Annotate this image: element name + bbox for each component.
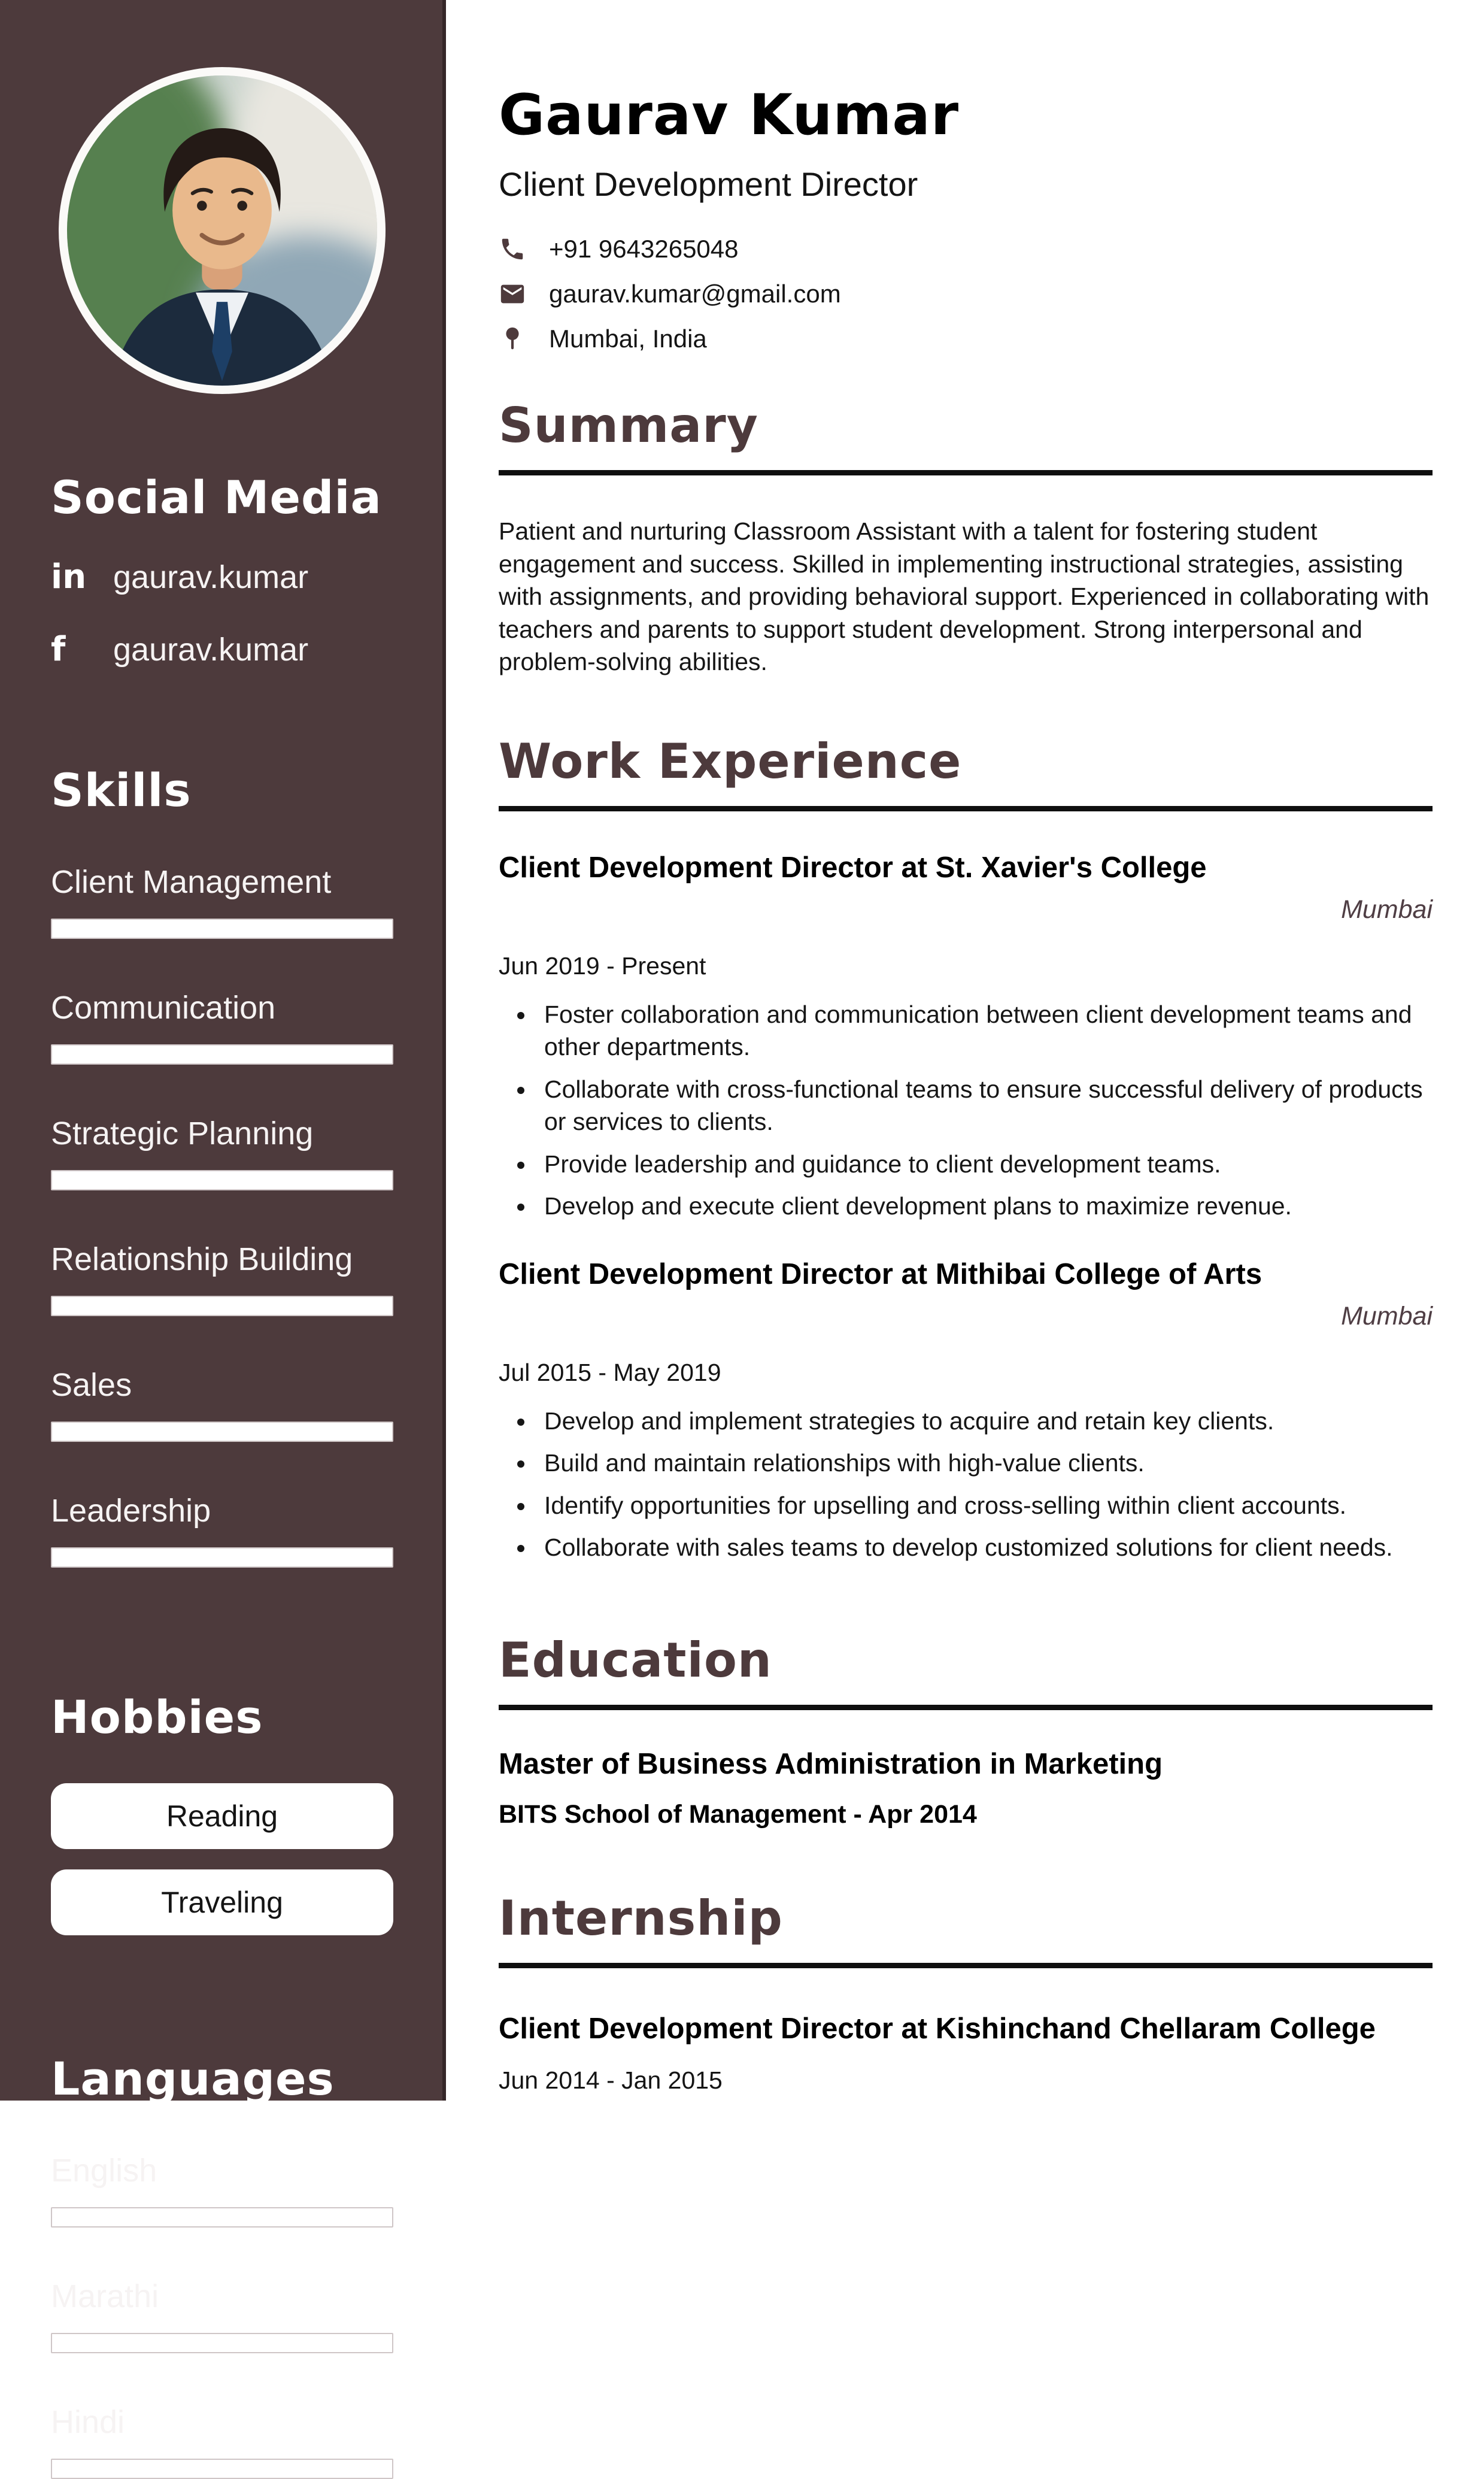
hobby-pill: Traveling (51, 1869, 393, 1935)
job-bullet: • Identify opportunities for upselling and cross-selling within client accounts. (536, 1489, 1433, 1522)
job-bullet-list (499, 998, 1433, 1223)
language-label: Hindi (51, 2404, 125, 2440)
skill-item (51, 1241, 393, 1316)
job-entry (499, 851, 1433, 1223)
person-job-title: Client Development Director (499, 165, 918, 203)
hobbies-heading: Hobbies (51, 1690, 263, 1744)
hobby-pill: Reading (51, 1783, 393, 1849)
profile-photo (59, 67, 386, 394)
person-name: Gaurav Kumar (499, 83, 960, 148)
summary-heading: Summary (499, 398, 758, 453)
language-bar (51, 2207, 393, 2228)
skill-bar (51, 1044, 393, 1065)
email-value: gaurav.kumar@gmail.com (549, 280, 841, 308)
skill-item (51, 1115, 393, 1190)
location-icon (499, 325, 526, 353)
skill-label: Communication (51, 990, 276, 1026)
job-bullet: • Provide leadership and guidance to client development teams. (536, 1148, 1433, 1181)
section-divider (499, 806, 1433, 811)
education-degree: Master of Business Administration in Marketing (499, 1747, 1163, 1780)
language-bar (51, 2459, 393, 2479)
job-title: Client Development Director at St. Xavier's College (499, 851, 1207, 884)
education-section (499, 1632, 1433, 1829)
skill-bar (51, 1170, 393, 1190)
language-label: Marathi (51, 2278, 159, 2314)
job-location: Mumbai (1341, 1301, 1433, 1331)
job-bullet: • Develop and execute client development plans to maximize revenue. (536, 1190, 1433, 1223)
skill-item (51, 1492, 393, 1568)
skill-bar (51, 1296, 393, 1316)
job-entry (499, 1257, 1433, 1564)
internship-heading: Internship (499, 1890, 783, 1946)
summary-section (499, 398, 1433, 678)
job-title: Client Development Director at Mithibai College of Arts (499, 1257, 1263, 1290)
social-media-heading: Social Media (51, 471, 382, 524)
location-row (499, 325, 1433, 353)
skill-bar (51, 919, 393, 939)
internship-section (499, 1890, 1433, 2095)
work-experience-heading: Work Experience (499, 733, 962, 789)
section-divider (499, 1705, 1433, 1710)
contact-list (499, 235, 1433, 353)
linkedin-handle: gaurav.kumar (113, 559, 309, 595)
job-bullet: • Foster collaboration and communication between client development teams and other departments. (536, 998, 1433, 1063)
languages-section (51, 2052, 393, 2479)
summary-text: Patient and nurturing Classroom Assistant with a talent for fostering student engagement and success. Skilled in implementing instructional strategies, assisting with assignments, and providing behavioral support. Experienced in collaborating with teachers and parents to support student development. Strong interpersonal and problem-solving abilities. (499, 517, 1430, 676)
section-divider (499, 1963, 1433, 1968)
work-experience-section (499, 734, 1433, 1564)
skill-label: Relationship Building (51, 1241, 353, 1277)
main-content (446, 0, 1484, 2101)
skills-heading: Skills (51, 763, 192, 817)
skill-label: Client Management (51, 864, 332, 900)
job-location: Mumbai (1341, 895, 1433, 924)
social-linkedin-row (51, 557, 393, 596)
phone-row (499, 235, 1433, 263)
language-item (51, 2404, 393, 2479)
sidebar (0, 0, 446, 2440)
linkedin-icon: in (51, 557, 87, 596)
job-dates: Jul 2015 - May 2019 (499, 1358, 721, 1386)
skill-bar (51, 1547, 393, 1568)
internship-title: Client Development Director at Kishinchand Chellaram College (499, 2012, 1376, 2045)
language-item (51, 2278, 393, 2353)
skills-section (51, 763, 393, 1568)
facebook-icon: f (51, 630, 66, 669)
social-facebook-row (51, 630, 393, 669)
language-item (51, 2152, 393, 2228)
skill-item (51, 863, 393, 939)
email-row (499, 280, 1433, 308)
job-bullet: • Develop and implement strategies to acquire and retain key clients. (536, 1405, 1433, 1438)
phone-value: +91 9643265048 (549, 235, 739, 263)
facebook-handle: gaurav.kumar (113, 631, 309, 668)
header (499, 83, 1433, 353)
social-media-section (51, 471, 393, 669)
skill-item (51, 1366, 393, 1442)
internship-dates: Jun 2014 - Jan 2015 (499, 2066, 723, 2095)
job-bullet: • Collaborate with cross-functional teams to ensure successful delivery of products or services to clients. (536, 1073, 1433, 1138)
email-icon (499, 280, 526, 308)
avatar-illustration (67, 75, 377, 386)
education-heading: Education (499, 1632, 772, 1688)
hobbies-section (51, 1690, 393, 1935)
job-bullet: • Build and maintain relationships with high-value clients. (536, 1447, 1433, 1480)
skill-item (51, 989, 393, 1065)
location-value: Mumbai, India (549, 325, 707, 353)
skill-label: Strategic Planning (51, 1116, 314, 1151)
section-divider (499, 470, 1433, 475)
skill-bar (51, 1422, 393, 1442)
education-school-line: BITS School of Management - Apr 2014 (499, 1799, 977, 1829)
languages-heading: Languages (51, 2052, 335, 2105)
phone-icon (499, 235, 526, 263)
language-label: English (51, 2153, 157, 2189)
skill-label: Leadership (51, 1493, 211, 1529)
skill-label: Sales (51, 1367, 132, 1403)
job-bullet: • Collaborate with sales teams to develop customized solutions for client needs. (536, 1531, 1433, 1564)
language-bar (51, 2333, 393, 2353)
job-dates: Jun 2019 - Present (499, 951, 706, 980)
job-bullet-list (499, 1405, 1433, 1564)
